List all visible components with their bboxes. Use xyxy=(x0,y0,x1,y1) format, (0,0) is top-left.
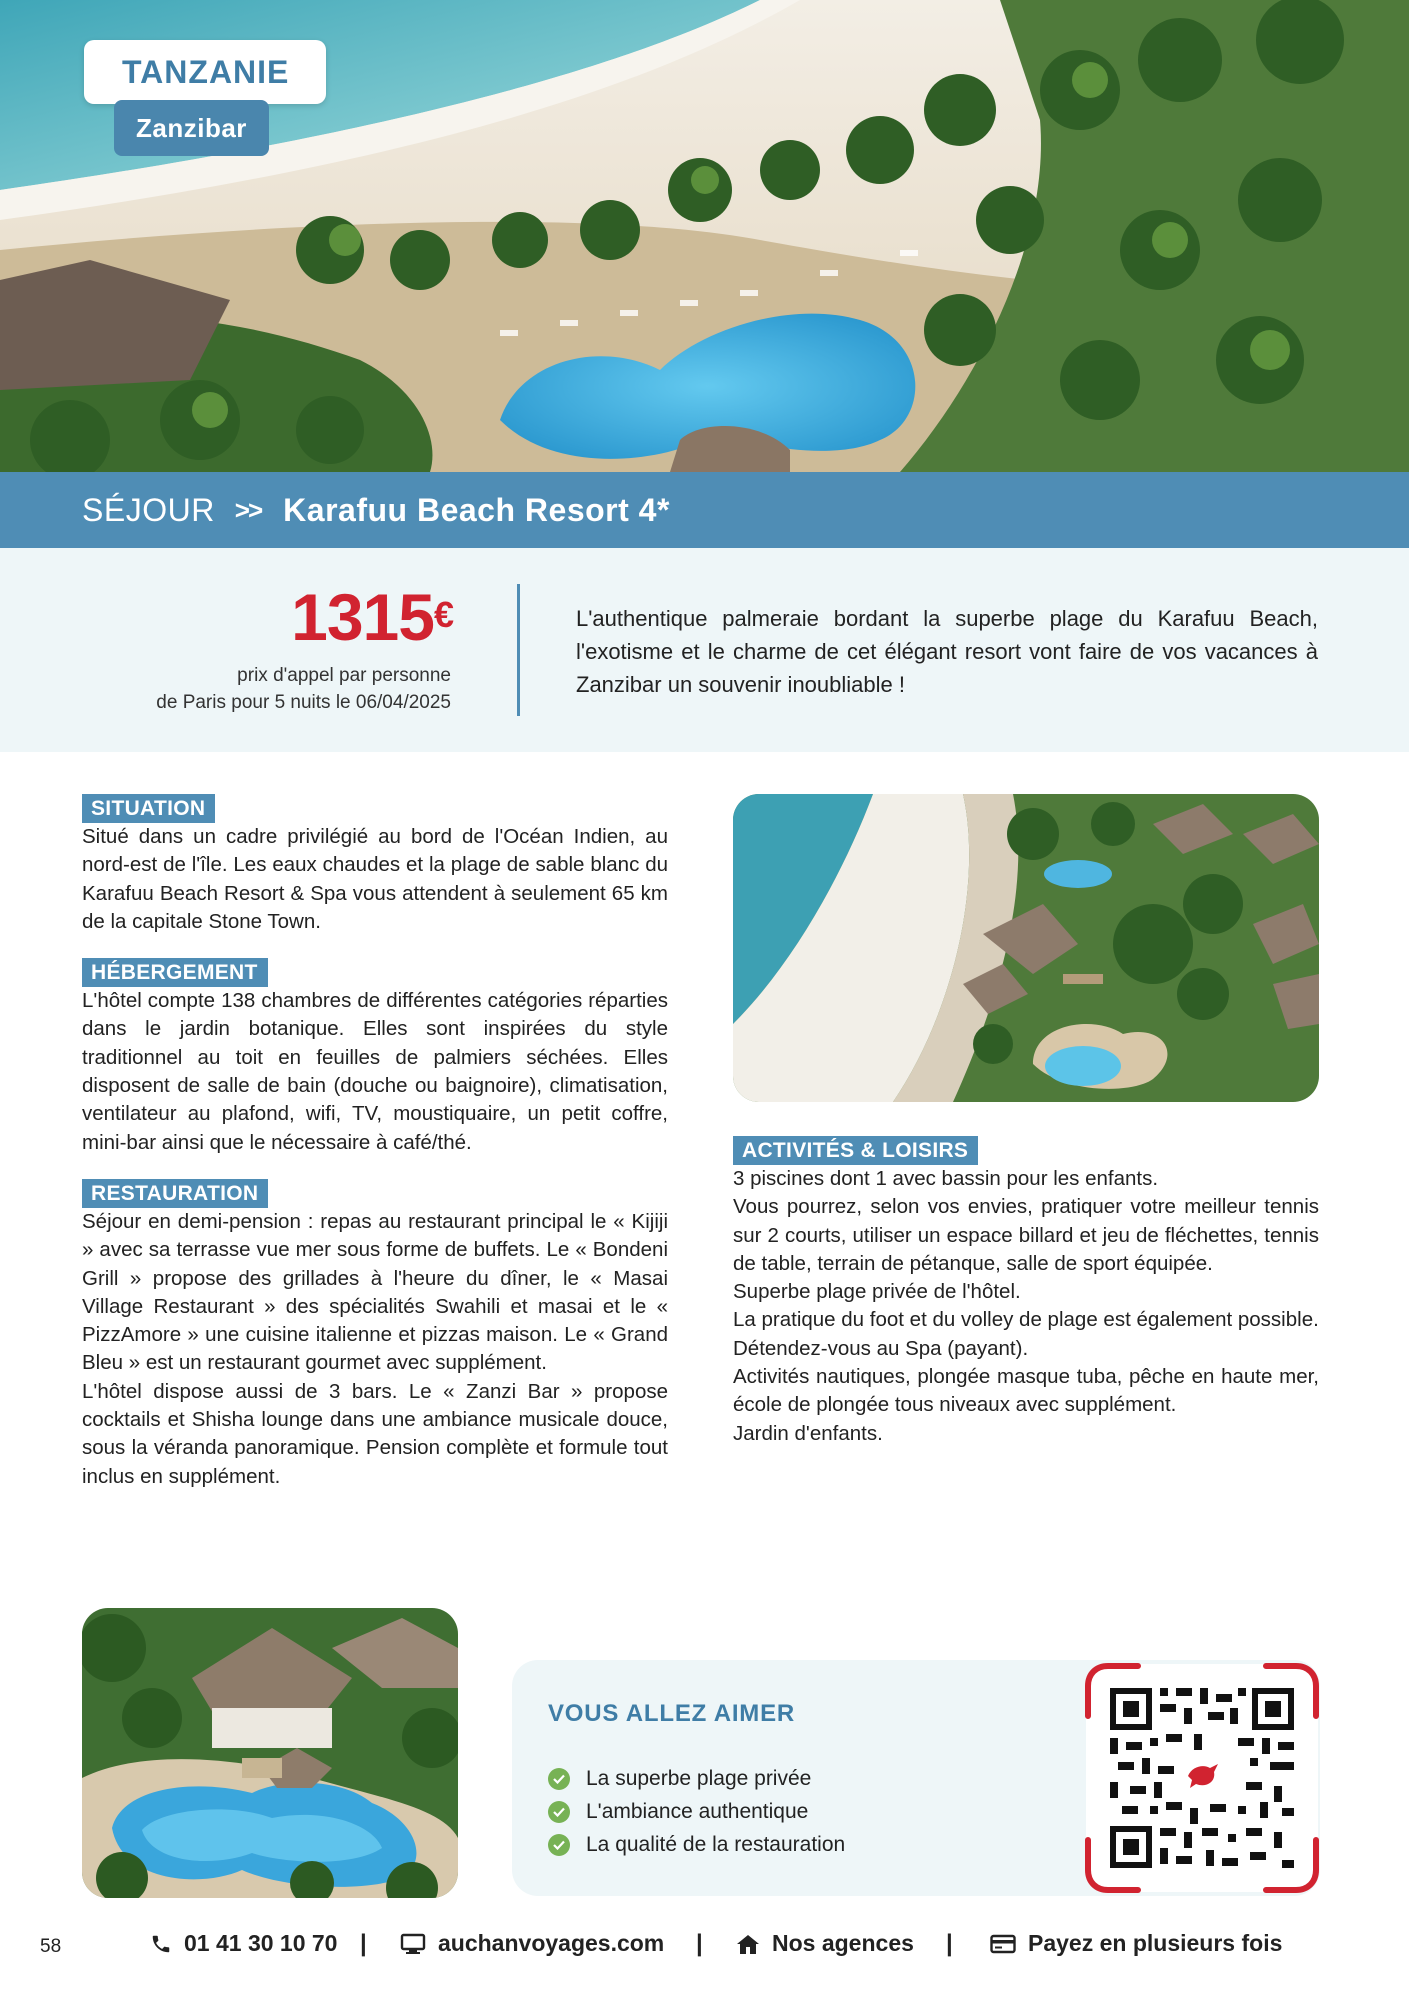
activites-line: Superbe plage privée de l'hôtel. xyxy=(733,1280,1021,1304)
resort-aerial-illustration xyxy=(733,794,1319,1102)
section-text-hebergement: L'hôtel compte 138 chambres de différentes catégories réparties dans le jardin botanique. Elles sont inspirées du style traditionnel au toit en feuilles de palmiers séchées. Elles disposent de salle de bain (douche ou baignoire), climatisation, ventilateur au plafond, wifi, TV, moustiquaire, un petit coffre, mini-bar ainsi que le nécessaire à café/thé. xyxy=(82,989,668,1154)
page-number: 58 xyxy=(40,1936,62,1957)
section-text-restauration-bars: L'hôtel dispose aussi de 3 bars. Le « Zanzi Bar » propose cocktails et Shisha lounge dans une ambiance musicale douce, sous la véranda panoramique. Pension complète et formule tout inclus en supplément. xyxy=(82,1379,668,1488)
pool-bungalow-illustration xyxy=(82,1608,458,1898)
website-link[interactable] xyxy=(400,1930,664,1957)
card-icon xyxy=(990,1934,1016,1954)
activites-line: Vous pourrez, selon vos envies, pratiquer votre meilleur tennis sur 2 courts, utiliser un espace billard et jeu de fléchettes, tennis de table, terrain de pétanque, salle de sport équipée. xyxy=(733,1195,1319,1275)
activites-line: La pratique du foot et du volley de plage est également possible. xyxy=(733,1308,1319,1332)
footer-separator: | xyxy=(360,1930,367,1957)
section-situation xyxy=(82,794,668,936)
payment-link[interactable] xyxy=(990,1930,1282,1957)
agencies-link[interactable] xyxy=(736,1930,914,1957)
monitor-icon xyxy=(400,1933,426,1955)
phone-number: 01 41 30 10 70 xyxy=(184,1930,338,1956)
activites-line: 3 piscines dont 1 avec bassin pour les enfants. xyxy=(733,1167,1159,1190)
price-note-line-2: de Paris pour 5 nuits le 06/04/2025 xyxy=(156,692,451,713)
region-tag xyxy=(114,100,269,156)
section-text-restauration: Séjour en demi-pension : repas au restaurant principal le « Kijiji » avec sa terrasse vue mer sous forme de buffets. Le « Bondeni Grill » propose des grillades à l'heure du dîner, le « Masai Village Restaurant » des spécialités Swahili et masai et le « PizzAmore » une cuisine italienne et pizzas maison. Le « Grand Bleu » est un restaurant gourmet avec supplément. xyxy=(82,1209,668,1375)
section-hebergement xyxy=(82,958,668,1157)
footer xyxy=(0,1920,1409,1968)
website-url: auchanvoyages.com xyxy=(438,1930,665,1956)
price-note-line-1: prix d'appel par personne xyxy=(237,665,451,686)
price-divider xyxy=(517,584,520,716)
payment-label: Payez en plusieurs fois xyxy=(1028,1930,1283,1956)
footer-separator: | xyxy=(696,1930,703,1957)
bird-logo-icon xyxy=(1182,1756,1222,1792)
left-column xyxy=(82,794,668,1513)
section-title-restauration: RESTAURATION xyxy=(82,1179,268,1208)
highlights-list xyxy=(548,1762,845,1861)
price-band xyxy=(0,548,1409,752)
section-text-situation: Situé dans un cadre privilégié au bord de l'Océan Indien, au nord-est de l'île. Les eaux chaudes et la plage de sable blanc du Karafuu Beach Resort & Spa vous attendent à seulement 65 km de la capitale Stone Town. xyxy=(82,825,668,933)
check-icon xyxy=(548,1801,570,1823)
phone-icon xyxy=(150,1933,172,1955)
double-chevron-icon: >> xyxy=(234,494,262,525)
stay-label: SÉJOUR xyxy=(82,491,215,528)
highlight-label: La superbe plage privée xyxy=(586,1766,812,1790)
check-icon xyxy=(548,1834,570,1856)
pool-bungalow-photo xyxy=(82,1608,458,1898)
check-icon xyxy=(548,1768,570,1790)
price-note xyxy=(156,662,451,716)
hero-image xyxy=(0,0,1409,472)
agencies-label: Nos agences xyxy=(772,1930,914,1956)
price-value: 1315 xyxy=(291,580,434,654)
phone-link[interactable] xyxy=(150,1930,337,1957)
activites-line: Jardin d'enfants. xyxy=(733,1421,883,1445)
activites-line: Activités nautiques, plongée masque tuba, pêche en haute mer, école de plongée tous niveaux avec supplément. xyxy=(733,1365,1319,1417)
section-title-hebergement: HÉBERGEMENT xyxy=(82,958,268,987)
qr-code-icon xyxy=(1082,1660,1322,1896)
list-item xyxy=(548,1762,845,1795)
qr-code[interactable] xyxy=(1082,1660,1322,1896)
right-column xyxy=(733,1136,1319,1470)
section-activites xyxy=(733,1136,1319,1448)
home-icon xyxy=(736,1933,760,1955)
price xyxy=(291,580,453,654)
section-title-activites: ACTIVITÉS & LOISIRS xyxy=(733,1136,978,1165)
section-restauration xyxy=(82,1179,668,1491)
region-label: Zanzibar xyxy=(136,112,247,143)
highlight-label: La qualité de la restauration xyxy=(586,1832,846,1856)
footer-separator: | xyxy=(946,1930,953,1957)
title-bar xyxy=(0,472,1409,548)
country-label: TANZANIE xyxy=(122,54,290,90)
intro-text: L'authentique palmeraie bordant la superbe plage du Karafuu Beach, l'exotisme et le charme de cet élégant resort vont faire de vos vacances à Zanzibar un souvenir inoubliable ! xyxy=(576,606,1318,697)
hotel-name: Karafuu Beach Resort 4* xyxy=(283,491,670,528)
price-currency: € xyxy=(433,594,453,635)
highlight-label: L'ambiance authentique xyxy=(586,1799,809,1823)
country-tag xyxy=(84,40,326,104)
list-item xyxy=(548,1828,845,1861)
activites-line: Détendez-vous au Spa (payant). xyxy=(733,1336,1029,1360)
list-item xyxy=(548,1795,845,1828)
section-title-situation: SITUATION xyxy=(82,794,215,823)
resort-aerial-photo xyxy=(733,794,1319,1102)
highlights-title: VOUS ALLEZ AIMER xyxy=(548,1700,796,1727)
